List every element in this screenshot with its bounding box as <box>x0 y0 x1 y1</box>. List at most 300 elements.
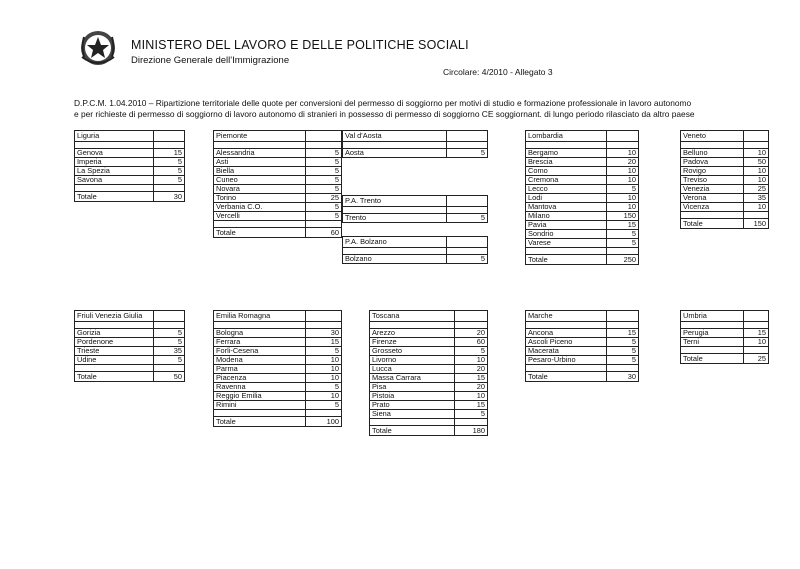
region-header-row <box>343 237 488 248</box>
quota-value: 5 <box>154 329 185 338</box>
quota-value: 5 <box>607 230 639 239</box>
quota-value <box>306 142 342 149</box>
region-header-row <box>681 311 769 322</box>
spacer-row <box>681 347 769 354</box>
total-label: Totale <box>526 255 607 265</box>
quota-value: 5 <box>306 158 342 167</box>
region-table <box>74 130 185 202</box>
quota-value <box>607 248 639 255</box>
province-name: Mantova <box>526 203 607 212</box>
province-name: Verona <box>681 194 744 203</box>
region-name: P.A. Trento <box>343 196 447 207</box>
province-name: Bolzano <box>343 255 447 264</box>
total-label: Totale <box>214 228 306 238</box>
province-name: Pistoia <box>370 392 455 401</box>
total-label: Totale <box>370 426 455 436</box>
quota-value: 5 <box>447 149 488 158</box>
quota-value: 10 <box>306 365 342 374</box>
quota-value <box>306 410 342 417</box>
quota-value: 10 <box>455 392 488 401</box>
province-row <box>214 401 342 410</box>
quota-value: 5 <box>607 347 639 356</box>
province-row <box>75 158 185 167</box>
ministry-title: MINISTERO DEL LAVORO E DELLE POLITICHE SOCIALI <box>131 38 469 52</box>
total-row <box>526 255 639 265</box>
empty-cell <box>455 311 488 322</box>
quota-value: 5 <box>306 185 342 194</box>
total-value: 30 <box>154 192 185 202</box>
province-name: Ascoli Piceno <box>526 338 607 347</box>
province-name: Biella <box>214 167 306 176</box>
quota-value: 5 <box>306 149 342 158</box>
province-name <box>75 365 154 372</box>
province-name: Imperia <box>75 158 154 167</box>
quota-value: 150 <box>607 212 639 221</box>
region-name: Emilia Romagna <box>214 311 306 322</box>
spacer-row <box>343 207 488 214</box>
province-row <box>75 176 185 185</box>
region-name: Liguria <box>75 131 154 142</box>
province-row <box>681 329 769 338</box>
province-name: Forli-Cesena <box>214 347 306 356</box>
province-row <box>75 338 185 347</box>
quota-value: 25 <box>744 185 769 194</box>
spacer-row <box>214 142 342 149</box>
province-name: Terni <box>681 338 744 347</box>
intro-paragraph <box>74 98 774 120</box>
total-label: Totale <box>681 354 744 364</box>
province-name <box>681 322 744 329</box>
province-row <box>526 230 639 239</box>
province-name: Macerata <box>526 347 607 356</box>
quota-value: 35 <box>154 347 185 356</box>
province-row <box>526 347 639 356</box>
quota-value: 10 <box>455 356 488 365</box>
province-name <box>75 322 154 329</box>
province-name: Pesaro-Urbino <box>526 356 607 365</box>
quota-value: 15 <box>744 329 769 338</box>
quota-value: 5 <box>306 176 342 185</box>
quota-value: 5 <box>154 356 185 365</box>
quota-value <box>306 322 342 329</box>
region-table <box>342 195 488 223</box>
quota-value <box>455 419 488 426</box>
region-table <box>525 310 639 382</box>
province-row <box>526 221 639 230</box>
province-name: Brescia <box>526 158 607 167</box>
province-row <box>370 338 488 347</box>
province-row <box>214 194 342 203</box>
province-row <box>370 347 488 356</box>
province-name <box>681 347 744 354</box>
spacer-row <box>75 322 185 329</box>
province-name: Verbania C.O. <box>214 203 306 212</box>
region-name: Marche <box>526 311 607 322</box>
region-table <box>680 310 769 364</box>
quota-value <box>447 142 488 149</box>
province-name: Siena <box>370 410 455 419</box>
quota-value: 10 <box>607 167 639 176</box>
region-header-row <box>75 131 185 142</box>
province-row <box>681 185 769 194</box>
region-header-row <box>370 311 488 322</box>
quota-value <box>744 347 769 354</box>
quota-value: 15 <box>455 401 488 410</box>
province-name <box>214 221 306 228</box>
province-name: Lucca <box>370 365 455 374</box>
province-name: La Spezia <box>75 167 154 176</box>
province-row <box>343 149 488 158</box>
province-name: Ravenna <box>214 383 306 392</box>
quota-value <box>455 322 488 329</box>
province-name: Arezzo <box>370 329 455 338</box>
province-row <box>370 365 488 374</box>
region-table <box>342 236 488 264</box>
region-table <box>342 130 488 158</box>
province-row <box>681 149 769 158</box>
province-row <box>214 356 342 365</box>
spacer-row <box>214 322 342 329</box>
quota-value: 25 <box>306 194 342 203</box>
province-name <box>526 248 607 255</box>
total-value: 150 <box>744 219 769 229</box>
province-name: Ferrara <box>214 338 306 347</box>
province-name <box>370 419 455 426</box>
province-name: Rimini <box>214 401 306 410</box>
province-name: Venezia <box>681 185 744 194</box>
province-row <box>681 194 769 203</box>
quota-value <box>306 221 342 228</box>
province-name <box>681 212 744 219</box>
quota-value: 10 <box>306 392 342 401</box>
region-table <box>213 310 342 427</box>
quota-value: 5 <box>154 158 185 167</box>
total-row <box>681 219 769 229</box>
region-header-row <box>343 196 488 207</box>
quota-value: 5 <box>306 212 342 221</box>
quota-value: 15 <box>607 221 639 230</box>
province-row <box>75 167 185 176</box>
province-row <box>370 356 488 365</box>
total-value: 250 <box>607 255 639 265</box>
spacer-row <box>343 248 488 255</box>
region-header-row <box>75 311 185 322</box>
province-row <box>526 239 639 248</box>
quota-value: 5 <box>154 167 185 176</box>
quota-value <box>154 142 185 149</box>
region-header-row <box>214 131 342 142</box>
quota-value <box>607 322 639 329</box>
spacer-row <box>526 142 639 149</box>
province-name: Sondrio <box>526 230 607 239</box>
province-name: Genova <box>75 149 154 158</box>
province-name: Bologna <box>214 329 306 338</box>
province-name: Lecco <box>526 185 607 194</box>
province-name: Grosseto <box>370 347 455 356</box>
province-row <box>343 255 488 264</box>
quota-value: 5 <box>455 347 488 356</box>
province-row <box>526 158 639 167</box>
spacer-row <box>75 185 185 192</box>
province-name: Gorizia <box>75 329 154 338</box>
province-row <box>214 158 342 167</box>
quota-value: 5 <box>306 401 342 410</box>
province-name <box>75 185 154 192</box>
total-value: 180 <box>455 426 488 436</box>
province-name <box>343 248 447 255</box>
region-name: P.A. Bolzano <box>343 237 447 248</box>
region-header-row <box>681 131 769 142</box>
province-name: Livorno <box>370 356 455 365</box>
total-value: 50 <box>154 372 185 382</box>
region-table <box>213 130 342 238</box>
province-name: Pordenone <box>75 338 154 347</box>
province-name: Pavia <box>526 221 607 230</box>
region-name: Veneto <box>681 131 744 142</box>
quota-value: 50 <box>744 158 769 167</box>
province-row <box>681 158 769 167</box>
province-row <box>214 383 342 392</box>
province-row <box>214 338 342 347</box>
quota-value: 5 <box>154 338 185 347</box>
quota-value <box>154 365 185 372</box>
empty-cell <box>447 237 488 248</box>
total-value: 30 <box>607 372 639 382</box>
empty-cell <box>744 311 769 322</box>
quota-value: 15 <box>607 329 639 338</box>
total-value: 60 <box>306 228 342 238</box>
quota-value <box>447 248 488 255</box>
quota-value: 60 <box>455 338 488 347</box>
province-name: Bergamo <box>526 149 607 158</box>
region-header-row <box>526 311 639 322</box>
province-name <box>75 142 154 149</box>
spacer-row <box>370 419 488 426</box>
province-name: Massa Carrara <box>370 374 455 383</box>
spacer-row <box>681 212 769 219</box>
province-row <box>214 365 342 374</box>
region-header-row <box>214 311 342 322</box>
province-row <box>681 167 769 176</box>
province-name: Parma <box>214 365 306 374</box>
province-row <box>526 185 639 194</box>
quota-value: 5 <box>306 167 342 176</box>
spacer-row <box>75 142 185 149</box>
quota-value: 5 <box>447 255 488 264</box>
quota-value: 20 <box>607 158 639 167</box>
quota-value: 10 <box>306 374 342 383</box>
quota-value: 10 <box>607 176 639 185</box>
province-row <box>214 176 342 185</box>
province-name: Torino <box>214 194 306 203</box>
empty-cell <box>154 311 185 322</box>
province-name <box>343 207 447 214</box>
province-name: Reggio Emilia <box>214 392 306 401</box>
quota-value: 10 <box>744 338 769 347</box>
province-row <box>370 401 488 410</box>
total-row <box>370 426 488 436</box>
province-name: Vicenza <box>681 203 744 212</box>
region-name: Umbria <box>681 311 744 322</box>
province-name: Savona <box>75 176 154 185</box>
province-row <box>681 176 769 185</box>
province-name <box>526 322 607 329</box>
quota-value: 15 <box>455 374 488 383</box>
quota-value <box>447 207 488 214</box>
province-name: Ancona <box>526 329 607 338</box>
quota-value: 10 <box>744 167 769 176</box>
province-name: Novara <box>214 185 306 194</box>
quota-value: 20 <box>455 329 488 338</box>
spacer-row <box>214 221 342 228</box>
spacer-row <box>526 248 639 255</box>
quota-value: 35 <box>744 194 769 203</box>
circolare-reference: Circolare: 4/2010 - Allegato 3 <box>443 67 553 77</box>
province-row <box>214 212 342 221</box>
province-row <box>214 203 342 212</box>
province-row <box>214 374 342 383</box>
total-label: Totale <box>75 192 154 202</box>
province-row <box>526 203 639 212</box>
total-value: 25 <box>744 354 769 364</box>
quota-value <box>607 142 639 149</box>
quota-value: 10 <box>744 149 769 158</box>
province-name: Modena <box>214 356 306 365</box>
quota-value: 5 <box>447 214 488 223</box>
quota-value: 5 <box>607 185 639 194</box>
total-row <box>214 417 342 427</box>
region-table <box>680 130 769 229</box>
province-row <box>526 356 639 365</box>
province-row <box>370 392 488 401</box>
spacer-row <box>370 322 488 329</box>
quota-value <box>154 322 185 329</box>
province-row <box>214 329 342 338</box>
region-name: Toscana <box>370 311 455 322</box>
province-row <box>526 149 639 158</box>
region-table <box>525 130 639 265</box>
province-name: Udine <box>75 356 154 365</box>
province-row <box>526 212 639 221</box>
region-name: Val d'Aosta <box>343 131 447 142</box>
province-row <box>214 185 342 194</box>
province-row <box>526 329 639 338</box>
province-name <box>214 142 306 149</box>
total-row <box>526 372 639 382</box>
spacer-row <box>681 142 769 149</box>
province-row <box>214 149 342 158</box>
quota-value: 20 <box>455 383 488 392</box>
total-row <box>214 228 342 238</box>
quota-value: 5 <box>607 356 639 365</box>
spacer-row <box>214 410 342 417</box>
region-header-row <box>526 131 639 142</box>
total-row <box>681 354 769 364</box>
quota-value <box>744 142 769 149</box>
province-name: Belluno <box>681 149 744 158</box>
province-row <box>370 383 488 392</box>
province-name <box>526 142 607 149</box>
province-row <box>214 392 342 401</box>
province-row <box>526 176 639 185</box>
quota-value: 20 <box>455 365 488 374</box>
quota-value: 10 <box>306 356 342 365</box>
province-name <box>214 410 306 417</box>
spacer-row <box>75 365 185 372</box>
quota-value: 5 <box>607 338 639 347</box>
quota-value: 5 <box>306 203 342 212</box>
total-row <box>75 372 185 382</box>
intro-line-1: D.P.C.M. 1.04.2010 – Ripartizione territoriale delle quote per conversioni del permesso di soggiorno per motivi di studio e formazione professionale in lavoro autonomo <box>74 98 692 108</box>
province-name: Padova <box>681 158 744 167</box>
province-name <box>343 142 447 149</box>
region-table <box>74 310 185 382</box>
quota-value: 10 <box>607 149 639 158</box>
empty-cell <box>447 196 488 207</box>
quota-value <box>154 185 185 192</box>
region-header-row <box>343 131 488 142</box>
spacer-row <box>526 365 639 372</box>
spacer-row <box>681 322 769 329</box>
province-name: Cremona <box>526 176 607 185</box>
region-name: Friuli Venezia Giulia <box>75 311 154 322</box>
province-name <box>526 365 607 372</box>
italian-republic-emblem-icon <box>78 27 118 67</box>
quota-value: 10 <box>744 176 769 185</box>
province-name <box>681 142 744 149</box>
province-name: Prato <box>370 401 455 410</box>
quota-value: 5 <box>455 410 488 419</box>
province-name: Trieste <box>75 347 154 356</box>
quota-value: 5 <box>306 383 342 392</box>
province-name: Treviso <box>681 176 744 185</box>
quota-value: 30 <box>306 329 342 338</box>
province-row <box>214 347 342 356</box>
intro-line-2: e per richieste di permesso di soggiorno di lavoro autonomo di stranieri in possesso di permesso di soggiorno CE soggiornant. di lungo periodo rilasciato da altro paese <box>74 109 695 119</box>
total-label: Totale <box>214 417 306 427</box>
province-name <box>214 322 306 329</box>
province-row <box>343 214 488 223</box>
region-table <box>369 310 488 436</box>
ministry-subtitle: Direzione Generale dell'Immigrazione <box>131 55 290 66</box>
province-name: Firenze <box>370 338 455 347</box>
quota-value <box>607 365 639 372</box>
empty-cell <box>744 131 769 142</box>
quota-value: 5 <box>154 176 185 185</box>
province-row <box>370 329 488 338</box>
quota-value <box>744 322 769 329</box>
province-name: Como <box>526 167 607 176</box>
empty-cell <box>447 131 488 142</box>
province-name: Lodi <box>526 194 607 203</box>
quota-value <box>744 212 769 219</box>
province-name: Alessandria <box>214 149 306 158</box>
region-name: Piemonte <box>214 131 306 142</box>
province-name: Varese <box>526 239 607 248</box>
province-row <box>681 203 769 212</box>
province-row <box>75 356 185 365</box>
province-row <box>75 149 185 158</box>
quota-value: 5 <box>306 347 342 356</box>
province-row <box>526 167 639 176</box>
empty-cell <box>306 311 342 322</box>
quota-value: 5 <box>607 239 639 248</box>
province-row <box>526 338 639 347</box>
total-label: Totale <box>75 372 154 382</box>
quota-value: 15 <box>306 338 342 347</box>
spacer-row <box>526 322 639 329</box>
province-row <box>370 374 488 383</box>
